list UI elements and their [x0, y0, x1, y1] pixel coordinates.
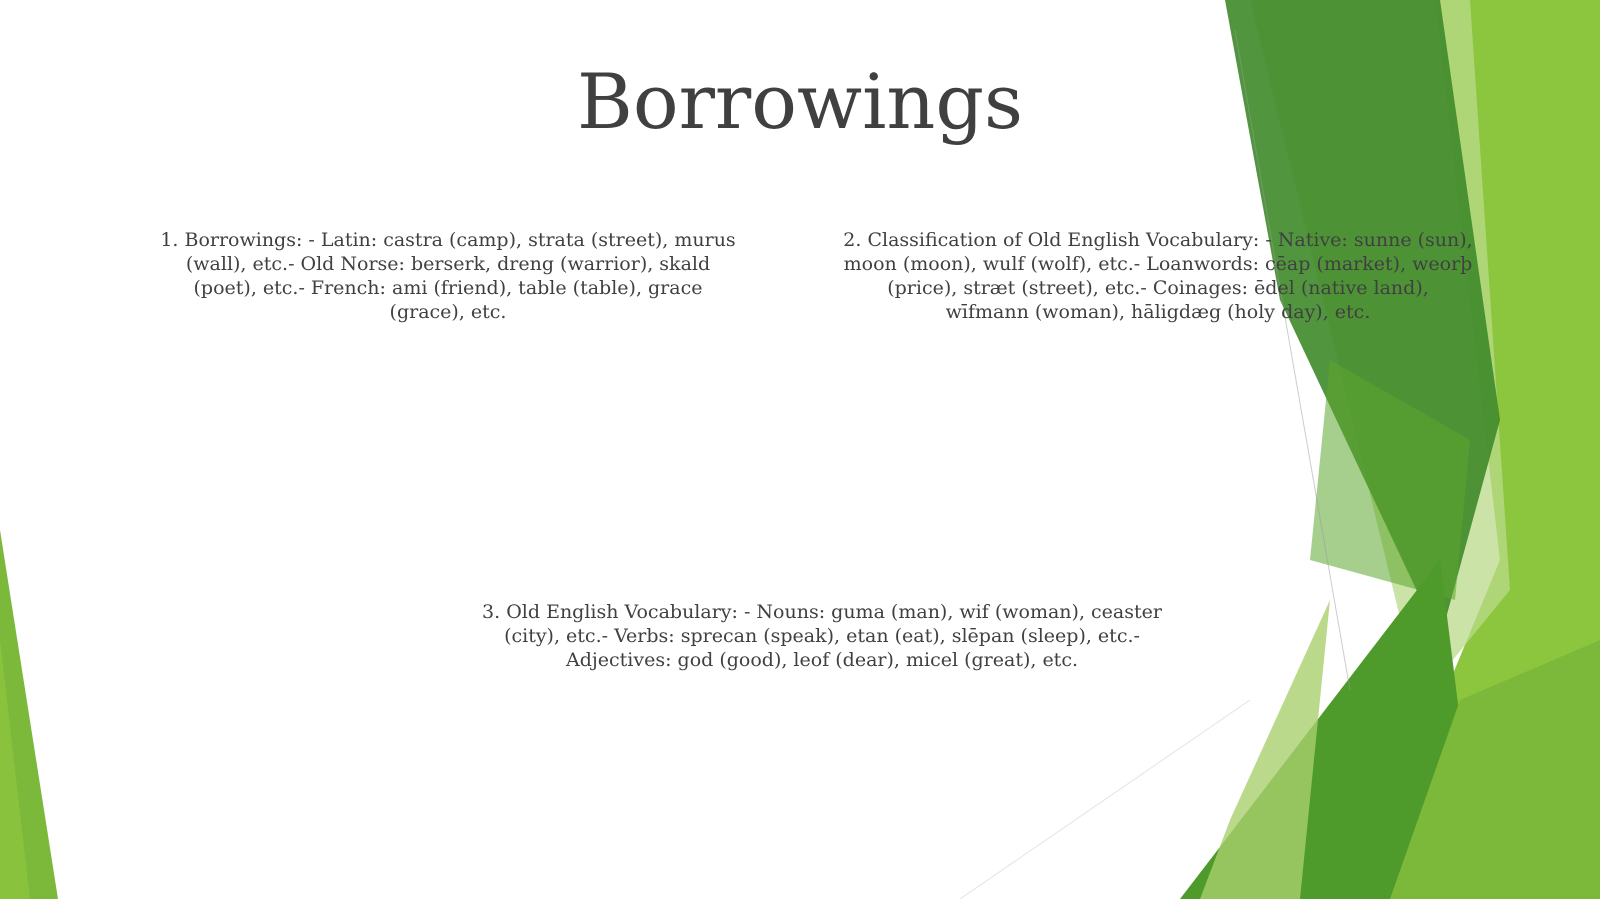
text-block-borrowings: 1. Borrowings: - Latin: castra (camp), strata (street), murus (wall), etc.- Old Norse: berserk, dreng (warrior), skald (poet), etc.- French: ami (friend), table (table), grace (grace), etc. [160, 229, 736, 323]
text-block-vocabulary: 3. Old English Vocabulary: - Nouns: guma (man), wif (woman), ceaster (city), etc.- Verbs: sprecan (speak), etan (eat), slēpan (sleep), etc.- Adjectives: god (good), leof (dear), micel (great), etc. [482, 601, 1162, 671]
slide-title: Borrowings [577, 57, 1023, 146]
text-block-classification: 2. Classification of Old English Vocabulary: - Native: sunne (sun), moon (moon), wulf (wolf), etc.- Loanwords: cēap (market), weorþ (price), stræt (street), etc.- Coinages: ēdel (native land), wīfmann (woman), hāligdæg (holy day), etc. [843, 229, 1473, 323]
